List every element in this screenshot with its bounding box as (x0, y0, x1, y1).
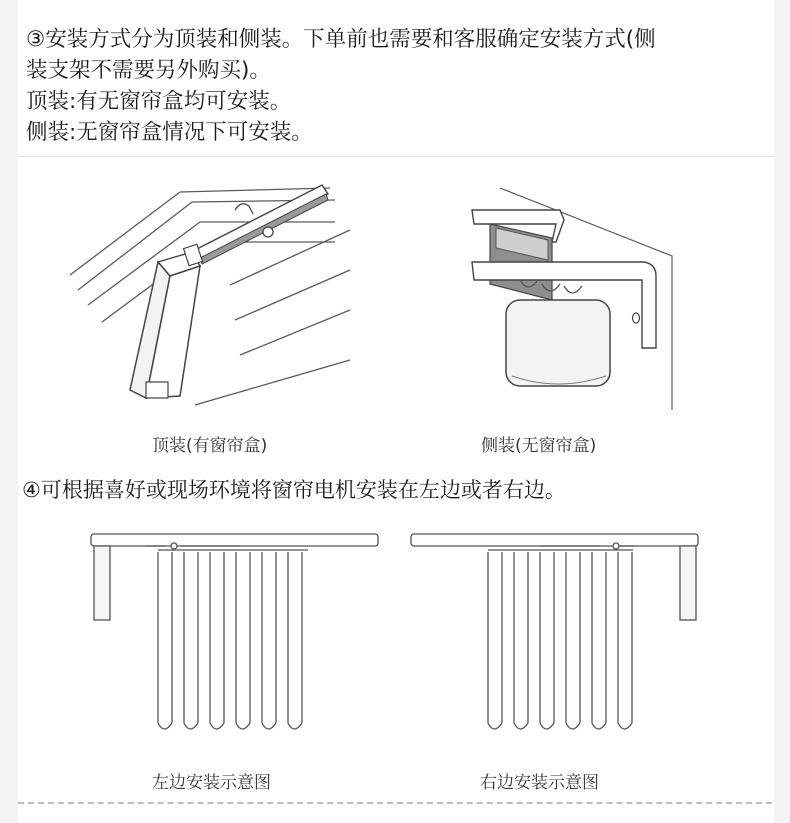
right-install-caption: 右边安装示意图 (480, 773, 599, 793)
side-mount-caption: 侧装(无窗帘盒) (481, 436, 597, 456)
section3-text (26, 24, 766, 148)
page-bottom-divider (18, 802, 772, 804)
section3-line: 装支架不需要另外购买)。 (26, 58, 271, 83)
section3-line: 顶装:有无窗帘盒均可安装。 (26, 89, 292, 114)
section3-line: 侧装:无窗帘盒情况下可安装。 (26, 120, 313, 145)
top-mount-illustration (60, 170, 360, 420)
right-install-diagram (408, 528, 703, 738)
section4-title: ④可根据喜好或现场环境将窗帘电机安装在左边或者右边。 (22, 478, 566, 502)
top-mount-caption: 顶装(有窗帘盒) (152, 436, 268, 456)
page-left-edge (0, 0, 18, 823)
section3-line: ③安装方式分为顶装和侧装。下单前也需要和客服确定安装方式(侧 (26, 27, 656, 52)
left-install-diagram (88, 528, 383, 738)
left-install-caption: 左边安装示意图 (152, 773, 271, 793)
page-right-edge (774, 0, 790, 823)
section-separator (18, 156, 774, 157)
side-mount-illustration (460, 180, 690, 420)
